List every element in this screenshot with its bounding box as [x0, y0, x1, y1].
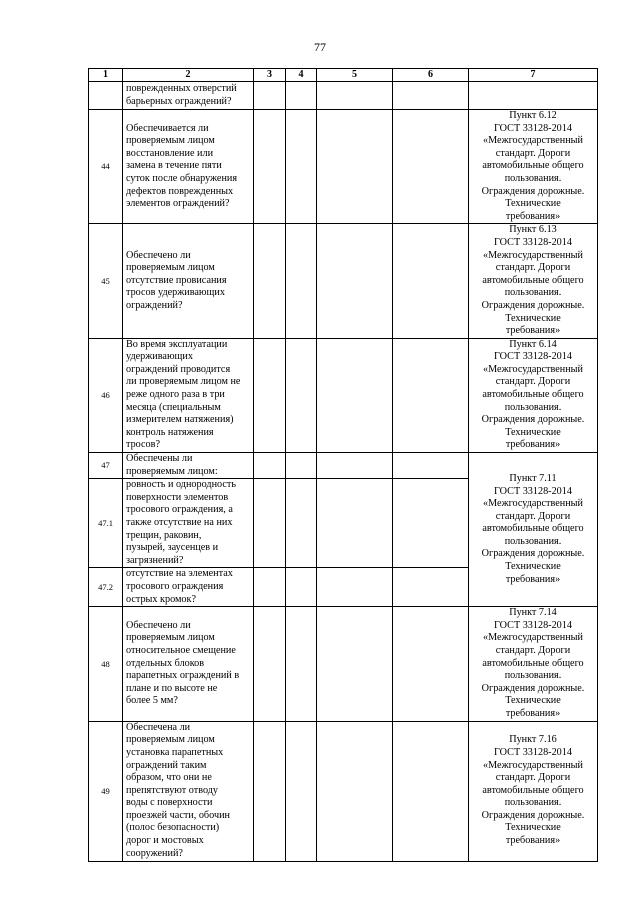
empty-cell: [286, 110, 317, 224]
empty-cell: [254, 110, 286, 224]
empty-cell: [254, 82, 286, 110]
empty-cell: [393, 453, 469, 479]
row-number: 47.1: [89, 479, 123, 568]
column-header: 4: [286, 69, 317, 82]
empty-cell: [286, 568, 317, 607]
column-header: 5: [317, 69, 393, 82]
empty-cell: [286, 338, 317, 452]
table-row: [89, 224, 598, 338]
row-question: ровность и однородность поверхности элементов тросового ограждения, а также отсутствие на них трещин, раковин, пузырей, заусенцев и загрязнений?: [123, 479, 254, 568]
row-number: 49: [89, 721, 123, 861]
column-header: 1: [89, 69, 123, 82]
row-reference: Пункт 7.11 ГОСТ 33128-2014 «Межгосударственный стандарт. Дороги автомобильные общего пользования. Ограждения дорожные. Технические требования»: [469, 453, 598, 607]
row-question: Обеспечено ли проверяемым лицом отсутствие провисания тросов удерживающих ограждений?: [123, 224, 254, 338]
row-question: Обеспечены ли проверяемым лицом:: [123, 453, 254, 479]
empty-cell: [317, 110, 393, 224]
row-reference: [469, 82, 598, 110]
empty-cell: [317, 224, 393, 338]
empty-cell: [317, 721, 393, 861]
empty-cell: [393, 224, 469, 338]
empty-cell: [286, 224, 317, 338]
empty-cell: [393, 721, 469, 861]
empty-cell: [393, 82, 469, 110]
row-number: 45: [89, 224, 123, 338]
row-reference: Пункт 6.14 ГОСТ 33128-2014 «Межгосударственный стандарт. Дороги автомобильные общего пользования. Ограждения дорожные. Технические требования»: [469, 338, 598, 452]
table-row: [89, 607, 598, 721]
row-reference: Пункт 6.12 ГОСТ 33128-2014 «Межгосударственный стандарт. Дороги автомобильные общего пользования. Ограждения дорожные. Технические требования»: [469, 110, 598, 224]
row-number: 47: [89, 453, 123, 479]
row-question: Обеспечено ли проверяемым лицом относительное смещение отдельных блоков парапетных ограждений в плане и по высоте не более 5 мм?: [123, 607, 254, 721]
empty-cell: [254, 721, 286, 861]
empty-cell: [254, 607, 286, 721]
table-row: [89, 110, 598, 224]
row-question: отсутствие на элементах тросового ограждения острых кромок?: [123, 568, 254, 607]
checklist-table: [88, 68, 598, 862]
row-question: Обеспечена ли проверяемым лицом установка парапетных ограждений таким образом, что они не препятствуют отводу воды с поверхности проезжей части, обочин (полос безопасности) дорог и мостовых сооружений?: [123, 721, 254, 861]
row-number: 46: [89, 338, 123, 452]
column-header-row: [89, 69, 598, 82]
empty-cell: [317, 607, 393, 721]
table-row: [89, 82, 598, 110]
empty-cell: [393, 568, 469, 607]
empty-cell: [286, 82, 317, 110]
empty-cell: [393, 338, 469, 452]
empty-cell: [286, 479, 317, 568]
empty-cell: [254, 224, 286, 338]
row-question: Во время эксплуатации удерживающих ограждений проводится ли проверяемым лицом не реже одного раза в три месяца (специальным измерителем натяжения) контроль натяжения тросов?: [123, 338, 254, 452]
empty-cell: [286, 607, 317, 721]
row-reference: Пункт 7.14 ГОСТ 33128-2014 «Межгосударственный стандарт. Дороги автомобильные общего пользования. Ограждения дорожные. Технические требования»: [469, 607, 598, 721]
empty-cell: [254, 338, 286, 452]
column-header: 6: [393, 69, 469, 82]
empty-cell: [393, 110, 469, 224]
row-number: [89, 82, 123, 110]
table-row: [89, 721, 598, 861]
row-question: Обеспечивается ли проверяемым лицом восстановление или замена в течение пяти суток после обнаружения дефектов поврежденных элементов ограждений?: [123, 110, 254, 224]
empty-cell: [317, 453, 393, 479]
table-row: [89, 453, 598, 479]
empty-cell: [317, 568, 393, 607]
column-header: 7: [469, 69, 598, 82]
row-number: 44: [89, 110, 123, 224]
column-header: 3: [254, 69, 286, 82]
table-row: [89, 338, 598, 452]
row-question: поврежденных отверстий барьерных ограждений?: [123, 82, 254, 110]
empty-cell: [317, 479, 393, 568]
row-number: 47.2: [89, 568, 123, 607]
empty-cell: [254, 479, 286, 568]
empty-cell: [286, 453, 317, 479]
empty-cell: [393, 479, 469, 568]
empty-cell: [393, 607, 469, 721]
row-reference: Пункт 6.13 ГОСТ 33128-2014 «Межгосударственный стандарт. Дороги автомобильные общего пользования. Ограждения дорожные. Технические требования»: [469, 224, 598, 338]
empty-cell: [254, 453, 286, 479]
row-number: 48: [89, 607, 123, 721]
column-header: 2: [123, 69, 254, 82]
row-reference: Пункт 7.16 ГОСТ 33128-2014 «Межгосударственный стандарт. Дороги автомобильные общего пользования. Ограждения дорожные. Технические требования»: [469, 721, 598, 861]
empty-cell: [317, 82, 393, 110]
page-number: 77: [314, 40, 326, 54]
empty-cell: [317, 338, 393, 452]
empty-cell: [286, 721, 317, 861]
empty-cell: [254, 568, 286, 607]
